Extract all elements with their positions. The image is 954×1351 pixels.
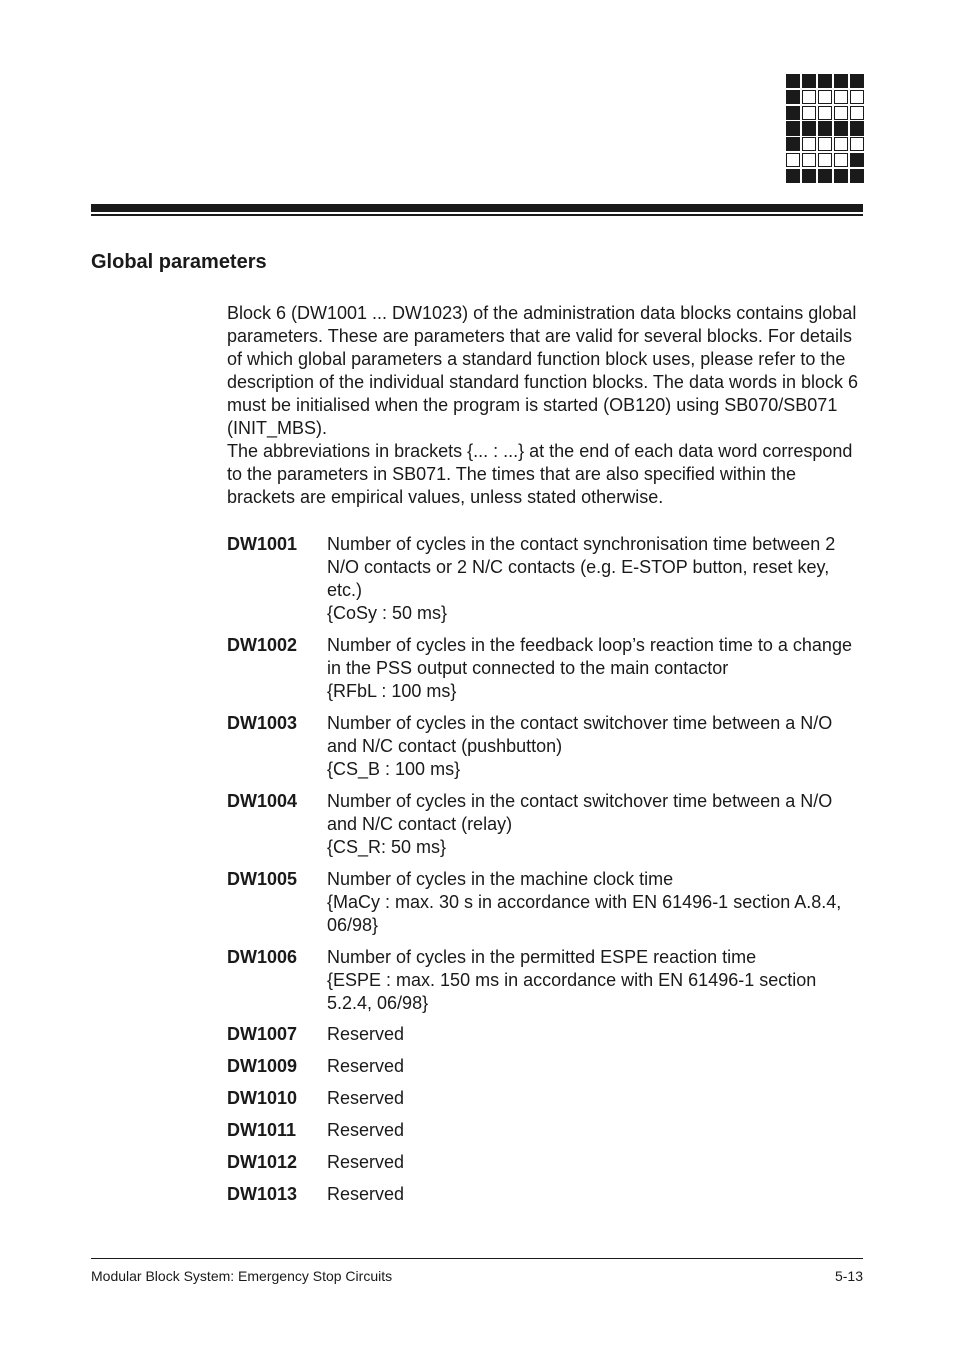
logo-grid-icon [786,74,864,183]
logo-cell [786,74,800,88]
logo-cell [850,169,864,183]
logo-cell [834,153,848,167]
logo-cell [834,121,848,135]
logo-cell [786,153,800,167]
footer-rule [91,1258,863,1259]
data-word-entry [227,533,863,625]
data-word-key: DW1003 [227,713,298,733]
data-word-entry [227,712,863,781]
logo-cell [818,169,832,183]
description-line: {CoSy : 50 ms} [327,603,448,623]
data-word-entry [227,946,863,1015]
intro-text [227,302,863,509]
logo-cell [786,106,800,120]
data-word-entry [227,790,863,859]
data-word-key: DW1006 [227,947,298,967]
description-line: Reserved [327,1120,405,1140]
data-word-entry [227,868,863,937]
logo-cell [818,90,832,104]
logo-cell [834,106,848,120]
data-word-entry [227,1183,863,1206]
logo-cell [818,153,832,167]
data-word-key: DW1005 [227,869,298,889]
logo-cell [834,74,848,88]
description-line: Reserved [327,1152,405,1172]
logo-cell [818,74,832,88]
description-line: {CS_R: 50 ms} [327,837,447,857]
logo-cell [834,169,848,183]
page-number: 5-13 [834,1268,863,1284]
data-word-key: DW1012 [227,1152,298,1172]
logo-cell [802,169,816,183]
logo-cell [850,74,864,88]
data-word-description [327,1023,863,1046]
logo-cell [818,121,832,135]
description-line: Number of cycles in the contact switchover time between a N/O and N/C contact (pushbutton) [327,713,833,756]
logo-cell [818,106,832,120]
description-line: Number of cycles in the contact synchronisation time between 2 N/O contacts or 2 N/C contacts (e.g. E-STOP button, reset key, etc.) [327,534,836,600]
data-word-key: DW1010 [227,1088,298,1108]
data-word-description [327,1087,863,1110]
data-word-entry [227,634,863,703]
intro-paragraph-2: The abbreviations in brackets {... : ...} at the end of each data word correspond to the parameters in SB071. The times that are also specified within the brackets are empirical values, unless stated otherwise. [227,441,853,507]
header-rule-thin [91,214,863,216]
section-title: Global parameters [91,251,267,273]
data-word-list [227,533,863,1206]
data-word-entry [227,1151,863,1174]
description-line: Reserved [327,1088,405,1108]
logo-cell [834,137,848,151]
intro-paragraph-1: Block 6 (DW1001 ... DW1023) of the administration data blocks contains global parameters. These are parameters that are valid for several blocks. For details of which global parameters a standard function block uses, please refer to the description of the individual standard function blocks. The data words in block 6 must be initialised when the program is started (OB120) using SB070/SB071 (INIT_MBS). [227,303,859,438]
header-rule [91,204,863,212]
data-word-key: DW1001 [227,534,298,554]
description-line: Number of cycles in the permitted ESPE reaction time [327,947,757,967]
logo-cell [802,106,816,120]
description-line: {ESPE : max. 150 ms in accordance with EN 61496-1 section 5.2.4, 06/98} [327,970,817,1013]
data-word-key: DW1002 [227,635,298,655]
data-word-description [327,1183,863,1206]
logo-cell [850,153,864,167]
logo-cell [786,137,800,151]
data-word-description [327,1055,863,1078]
logo-cell [802,121,816,135]
logo-cell [802,137,816,151]
data-word-key: DW1013 [227,1184,298,1204]
data-word-description [327,946,863,1015]
logo-cell [786,90,800,104]
logo-cell [786,121,800,135]
logo-cell [850,106,864,120]
logo-cell [850,90,864,104]
data-word-entry [227,1087,863,1110]
data-word-description [327,790,863,859]
logo-cell [818,137,832,151]
logo-cell [802,153,816,167]
data-word-entry [227,1119,863,1142]
data-word-key: DW1011 [227,1120,297,1140]
description-line: {CS_B : 100 ms} [327,759,461,779]
data-word-description [327,1119,863,1142]
description-line: Reserved [327,1184,405,1204]
description-line: Reserved [327,1056,405,1076]
logo-cell [834,90,848,104]
data-word-description [327,712,863,781]
data-word-description [327,533,863,625]
data-word-entry [227,1023,863,1046]
logo-cell [802,90,816,104]
description-line: Number of cycles in the machine clock time [327,869,674,889]
description-line: Number of cycles in the contact switchover time between a N/O and N/C contact (relay) [327,791,833,834]
data-word-description [327,868,863,937]
description-line: {RFbL : 100 ms} [327,681,457,701]
data-word-description [327,634,863,703]
description-line: Number of cycles in the feedback loop’s reaction time to a change in the PSS output connected to the main contactor [327,635,852,678]
data-word-entry [227,1055,863,1078]
logo-cell [850,137,864,151]
logo-cell [850,121,864,135]
data-word-description [327,1151,863,1174]
description-line: {MaCy : max. 30 s in accordance with EN 61496-1 section A.8.4, 06/98} [327,892,842,935]
data-word-key: DW1004 [227,791,298,811]
footer-title: Modular Block System: Emergency Stop Circuits [91,1268,393,1284]
logo-cell [786,169,800,183]
logo-cell [802,74,816,88]
data-word-key: DW1007 [227,1024,298,1044]
data-word-key: DW1009 [227,1056,298,1076]
description-line: Reserved [327,1024,405,1044]
